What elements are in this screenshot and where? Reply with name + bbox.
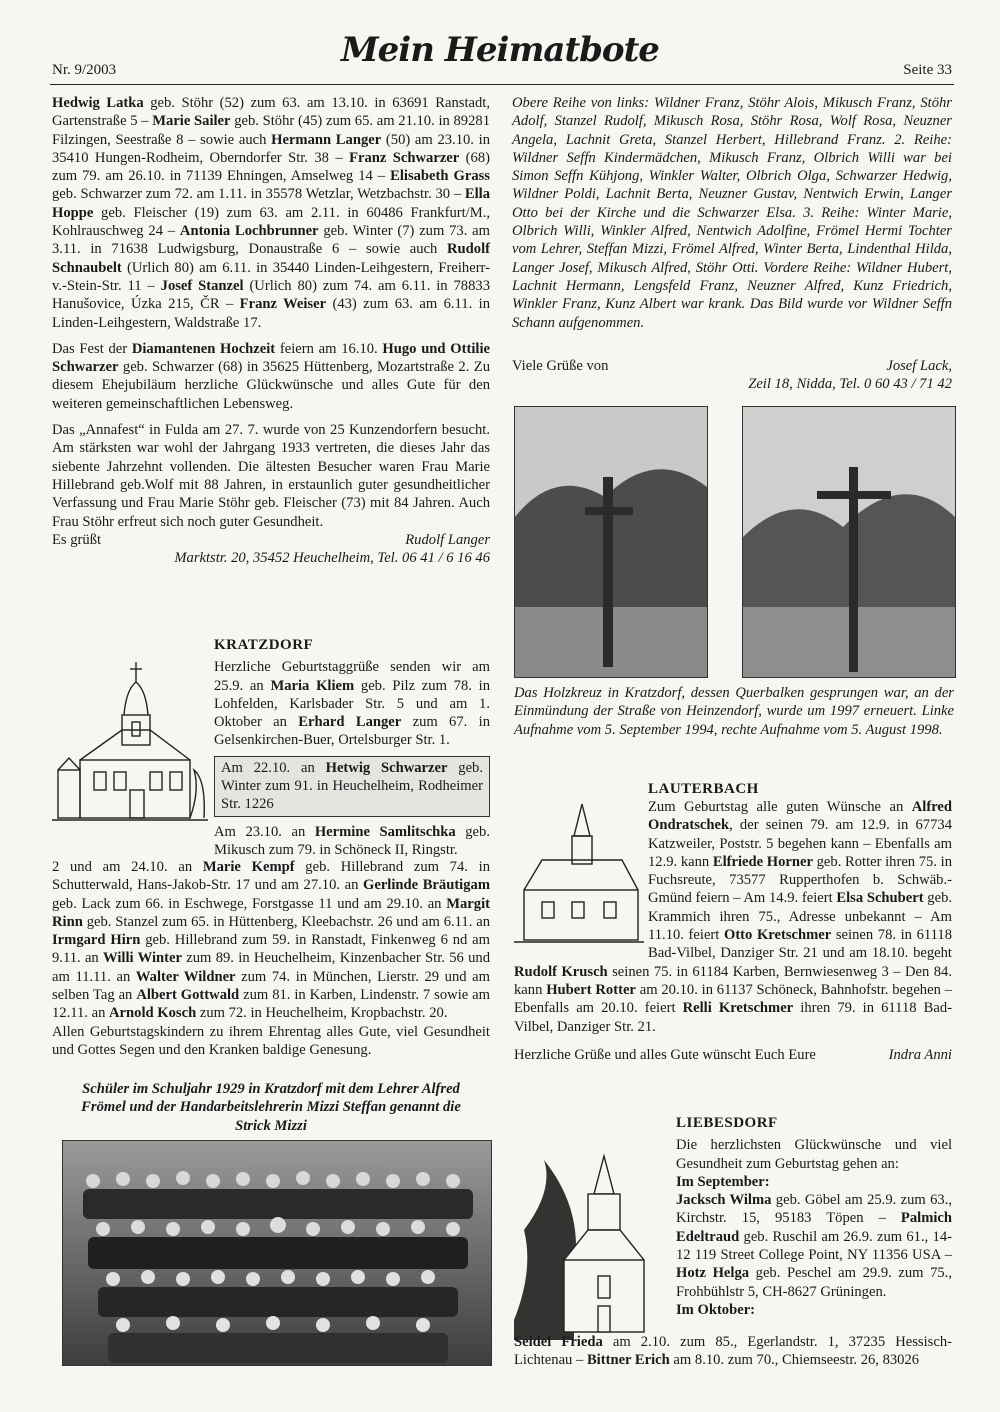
person-name: Diamantenen Hochzeit: [131, 340, 276, 357]
diamond-wedding-notice: Das Fest der Diamantenen Hochzeit feiern am 16.10. Hugo und Ottilie Schwarzer geb. Schwarzer (68) in 35625 Hüttenberg, Mozartstraße 2. Zu diesem Ehejubiläum herzliche Glückwünsche und alles Gute für den weiteren gemeinschaftlichen Lebensweg.: [52, 340, 490, 412]
person-name: Albert Gottwald: [136, 987, 240, 1004]
photo-names-caption: Obere Reihe von links: Wildner Franz, Stöhr Alois, Mikusch Franz, Stöhr Adolf, Stanzel Rudolf, Mikusch Rosa, Stöhr Rosa, Wolf Rosa, Neuzner Angela, Lachnit Greta, Stanzel Herbert, Hillebrand Franz. 2. Reihe: Wildner Seffn Kindermädchen, Mikusch Franz, Olbrich Willi war bei Simon Seffn Kühjong, Winkler Walter, Olbrich Olga, Schwarzer Hedwig, Wildner Poldi, Lachnit Berta, Neuzner Gustav, Nentwich Erwin, Langer Otto bei der Kirche und die Schwarzer Elsa. 3. Reihe: Winter Marie, Olbrich Willi, Winkler Alfred, Nentwich Adolfine, Frömel Hermi Tochter vom Lehrer, Steffan Mizzi, Frömel Alfred, Winter Berta, Lindenthal Hilda, Langer Josef, Mikusch Alfred, Stöhr Otti. Vordere Reihe: Wildner Hubert, Lachnit Hermann, Lengsfeld Franz, Neuzner Alfred, Kunz Friedrich, Winkler Franz, Kunz Albert war krank. Das Bild wurde vor Wildner Seffn Schann aufgenommen.: [512, 95, 952, 331]
class-photo-caption: Schüler im Schuljahr 1929 in Kratzdorf mit dem Lehrer Alfred Frömel und der Handarbeitslehrerin Mizzi Steffan genannt die Strick Mizzi: [81, 1081, 461, 1134]
cross-photo-caption: Das Holzkreuz in Kratzdorf, dessen Querbalken gesprungen war, an der Einmündung der Straße von Heinzendorf, wurde um 1997 erneuert. Linke Aufnahme vom 5. September 1994, rechte Aufnahme vom 5. August 1998.: [514, 685, 954, 738]
right-greeting-signature: [512, 357, 952, 375]
page-number: Seite 33: [903, 62, 952, 78]
class-photo-1929: [62, 1140, 492, 1366]
liebesdorf-section: [676, 1114, 952, 1319]
person-name: Seidel Frieda: [514, 1334, 603, 1350]
kratzdorf-wishes: Allen Geburtstagskindern zu ihrem Ehrentag alles Gute, viel Gesundheit und Gottes Segen und den Kranken baldige Genesung.: [52, 1023, 490, 1058]
person-name: Otto Kretschmer: [723, 927, 832, 944]
person-name: Maria Kliem: [270, 677, 355, 694]
lauterbach-signature: [514, 1040, 952, 1064]
person-name: Franz Schwarzer: [349, 149, 460, 166]
right-column-top: [512, 94, 952, 338]
birthday-list: Hedwig Latka geb. Stöhr (52) zum 63. am 13.10. in 63691 Ranstadt, Gartenstraße 5 – Marie Sailer geb. Stöhr (45) zum 65. am 21.10. in 89281 Filzingen, Seestraße 8 – sowie auch Hermann Langer (50) am 23.10. in 35410 Hungen-Rodheim, Oberndorfer Str. 38 – Franz Schwarzer (68) zum 79. am 26.10. in 71139 Ehningen, Amselweg 14 – Elisabeth Grass geb. Schwarzer zum 72. am 1.11. in 35578 Wetzlar, Wetzbachstr. 30 – Ella Hoppe geb. Fleischer (19) zum 63. am 2.11. in 60486 Frankfurt/M., Kohlrauschweg 24 – Antonia Lochbrunner geb. Winter (7) zum 73. am 3.11. in 71638 Ludwigsburg, Donaustraße 6 – sowie auch Rudolf Schnaubelt (Urlich 80) am 6.11. in 35440 Linden-Leihgestern, Freiherr-v.-Stein-Str. 11 – Josef Stanzel (Urlich 80) zum 74. am 6.11. in 78833 Hanušovice, Úzka 215, ČR – Franz Weiser (43) zum 63. am 6.11. in Linden-Leihgestern, Waldstraße 17.: [52, 95, 491, 331]
kratzdorf-section: [214, 636, 490, 859]
person-name: Rudolf Schnaubelt: [52, 241, 490, 276]
lauterbach-greeting-name: Indra Anni: [888, 1046, 952, 1063]
liebesdorf-church-drawing: [514, 1150, 664, 1340]
person-name: Josef Stanzel: [160, 277, 244, 294]
person-name: Bittner Erich: [586, 1352, 670, 1369]
lauterbach-greetings: Zum Geburtstag alle guten Wünsche an Alfred Ondratschek, der seinen 79. am 12.9. in 67734 Katzweiler, Poststr. 5 begehen kann – Ebenfalls am 12.9. kann Elfriede Horner geb. Rotter ihren 75. in Fuchsreute, 73577 Rupperthofen b. Schwäb.-Gmünd feiern – Am 14.9. feiert Elsa Schubert geb. Krammich ihren 75., Adresse unbekannt – Am 11.10. feiert Otto Kretschmer seinen 78. in 61118 Bad-Vilbel, Danziger Str. 21 und am 18.10. begeht Rudolf Krusch seinen 75. in 61184 Karben, Bernwiesenweg 3 – Den 84. kann Hubert Rotter am 20.10. in 61137 Schöneck, Bahnhofstr. begehen – Ebenfalls am 20.10. feiert Relli Kretschmer ihren 79. in 61118 Bad-Vilbel, Danziger Str. 21.: [514, 799, 953, 1035]
person-name: Hugo und Ottilie Schwarzer: [52, 340, 490, 376]
person-name: Gerlinde Bräutigam: [362, 877, 490, 894]
greeting-address: Marktstr. 20, 35452 Heuchelheim, Tel. 06 41 / 6 16 46: [174, 550, 490, 567]
right-greeting-block: [512, 357, 952, 394]
right-greeting-label: Viele Grüße von: [512, 358, 609, 374]
person-name: Elfriede Horner: [712, 853, 813, 870]
right-greeting-address: Zeil 18, Nidda, Tel. 0 60 43 / 71 42: [748, 376, 952, 393]
person-name: Jacksch Wilma: [676, 1192, 772, 1209]
kratzdorf-church-drawing: [50, 660, 210, 840]
person-name: Marie Sailer: [152, 113, 231, 130]
kratzdorf-list-continued: 2 und am 24.10. an Marie Kempf geb. Hillebrand zum 74. in Schutterwald, Hans-Jakob-Str. 17 und am 27.10. an Gerlinde Bräutigam geb. Lack zum 66. in Eschwege, Forstgasse 11 und am 29.10. an Margit Rinn geb. Stanzel zum 65. in Hüttenberg, Kleebachstr. 26 und am 6.11. an Irmgard Hirn geb. Hillebrand zum 59. in Ranstadt, Finkenweg 6 nd am 9.11. an Willi Winter zum 89. in Heuchelheim, Kinzenbacher Str. 56 und am 11.11. an Walter Wildner zum 74. in München, Lierstr. 29 und am selben Tag an Albert Gottwald zum 81. in Karben, Lindenstr. 7 sowie am 12.11. an Arnold Kosch zum 72. in Heuchelheim, Kropbachstr. 20.: [52, 859, 491, 1022]
october-birthdays-block: [514, 1333, 952, 1370]
person-name: Hetwig Schwarzer: [325, 759, 448, 776]
lauterbach-image-spacer: [514, 798, 648, 948]
liebesdorf-intro: Die herzlichsten Glückwünsche und viel Gesundheit zum Geburtstag gehen an:: [676, 1137, 952, 1172]
greeting-name: Rudolf Langer: [405, 531, 490, 548]
person-name: Antonia Lochbrunner: [179, 223, 319, 240]
kratzdorf-continued: [52, 858, 490, 1059]
september-birthdays: Jacksch Wilma geb. Göbel am 25.9. zum 63., Kirchstr. 15, 95183 Töpen – Palmich Edeltraud geb. Ruschil am 26.9. zum 61., 14-12 119 Street College Point, NY 11356 USA – Hotz Helga geb. Peschel am 29.9. zum 75., Frohbühlstr 5, CH-8627 Grüningen.: [676, 1192, 952, 1300]
cross-photo-1994: [514, 406, 708, 678]
person-name: Palmich Edeltraud: [676, 1210, 952, 1245]
class-photo-image: [63, 1141, 491, 1365]
person-name: Hotz Helga: [676, 1265, 750, 1282]
person-name: Alfred Ondratschek: [648, 799, 952, 834]
kratzdorf-title: KRATZDORF: [214, 637, 314, 653]
person-name: Rudolf Krusch: [514, 963, 608, 980]
cross-photo-1994-image: [515, 407, 707, 677]
header-rule: [50, 84, 954, 85]
lauterbach-body: [514, 798, 952, 1064]
person-name: Arnold Kosch: [109, 1005, 197, 1022]
september-label: Im September:: [676, 1173, 770, 1190]
left-column-top: [52, 94, 490, 567]
greeting-signature: [52, 531, 490, 549]
cross-photo-1998: [742, 406, 956, 678]
kratzdorf-list-start: Am 23.10. an Hermine Samlitschka geb. Mikusch zum 79. in Schöneck II, Ringstr.: [214, 823, 490, 858]
kratzdorf-highlight-box: Am 22.10. an Hetwig Schwarzer geb. Winter zum 91. in Heuchelheim, Rodheimer Str. 1226: [214, 756, 490, 817]
october-birthdays: Seidel Frieda am 2.10. zum 85., Egerlandstr. 1, 37235 Hessisch-Lichtenau – Bittner Erich am 8.10. zum 70., Chiemseestr. 26, 83026: [514, 1334, 952, 1369]
person-name: Irmgard Hirn: [52, 932, 141, 949]
person-name: Hermine Samlitschka: [314, 823, 456, 840]
cross-photo-1998-image: [743, 407, 955, 677]
annafest-report: Das „Annafest“ in Fulda am 27. 7. wurde von 25 Kunzendorfern besucht. Am stärksten war wohl der Jahrgang 1933 vertreten, die dieses Jahr das siebente Jahrzehnt vollenden. Die ältesten Besucher waren Frau Marie Hillebrand geb.Wolf mit 88 Jahren, in erstaunlich guter gesundheitlicher Verfassung und Frau Marie Stöhr geb. Fleischer (73) mit 84 Jahren. Auch Frau Stöhr erfreut sich noch guter Gesundheit.: [52, 422, 490, 530]
person-name: Willi Winter: [103, 950, 182, 967]
person-name: Ella Hoppe: [52, 186, 490, 221]
lauterbach-greeting-text: Herzliche Grüße und alles Gute wünscht Euch Eure: [514, 1046, 816, 1063]
person-name: Franz Weiser: [239, 296, 327, 313]
person-name: Elisabeth Grass: [390, 168, 490, 185]
kratzdorf-greetings: Herzliche Geburtstaggrüße senden wir am 25.9. an Maria Kliem geb. Pilz zum 78. in Lohfelden, Karlsbader Str. 5 und am 1. Oktober an Erhard Langer zum 67. in Gelsenkirchen-Buer, Ortelsburger Str. 1.: [214, 659, 490, 749]
person-name: Hubert Rotter: [546, 981, 636, 998]
person-name: Elsa Schubert: [836, 890, 924, 907]
right-greeting-name: Josef Lack,: [886, 358, 952, 374]
person-name: Erhard Langer: [298, 714, 402, 731]
greeting-label: Es grüßt: [52, 531, 102, 548]
person-name: Relli Kretschmer: [682, 1000, 794, 1017]
person-name: Hermann Langer: [271, 131, 382, 148]
issue-number: Nr. 9/2003: [52, 62, 117, 78]
lauterbach-title: LAUTERBACH: [648, 781, 759, 797]
person-name: Marie Kempf: [202, 859, 295, 875]
person-name: Walter Wildner: [135, 968, 236, 985]
person-name: Margit Rinn: [52, 895, 490, 930]
liebesdorf-title: LIEBESDORF: [676, 1115, 778, 1131]
october-label: Im Oktober:: [676, 1301, 756, 1318]
masthead-title: Mein Heimatbote: [341, 30, 659, 70]
person-name: Hedwig Latka: [52, 95, 144, 111]
